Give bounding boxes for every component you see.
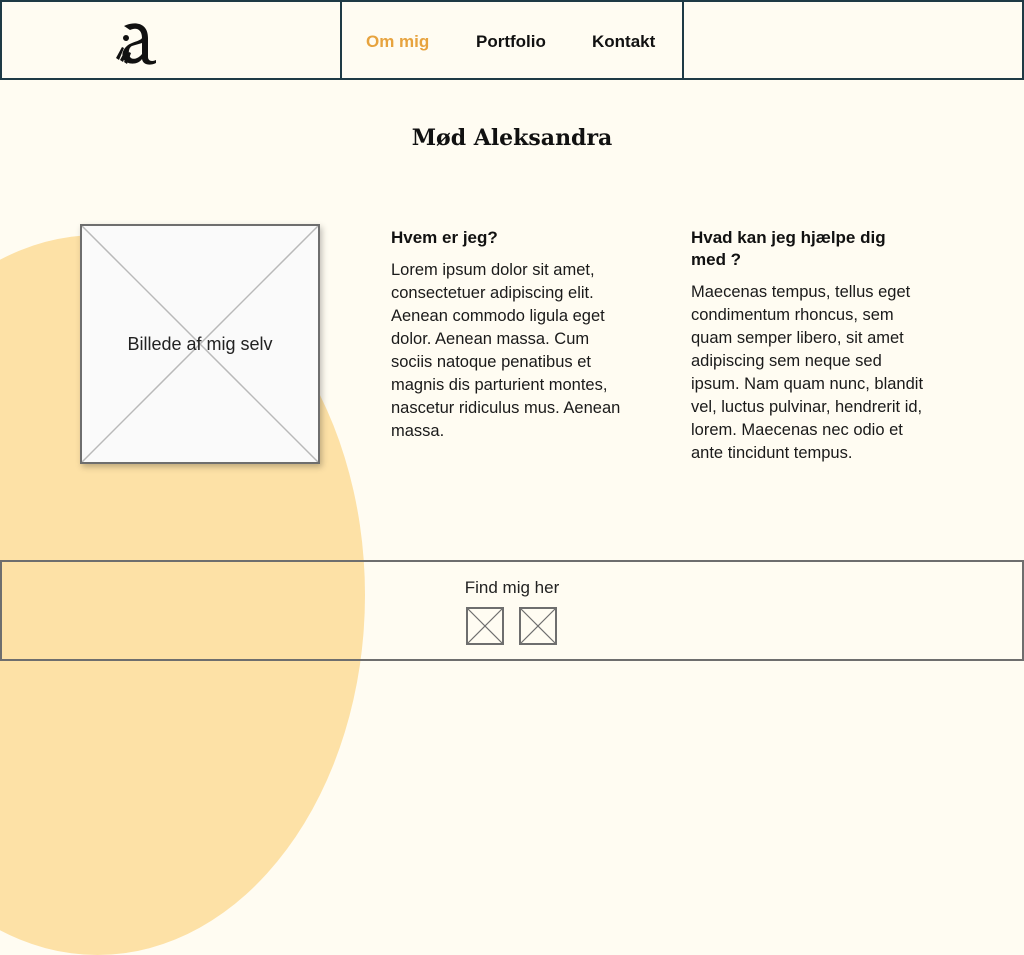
help-text: Maecenas tempus, tellus eget condimentum rhoncus, sem quam semper libero, sit amet adipiscing sem neque sed ipsum. Nam quam nunc, blandit vel, luctus pulvinar, hendrerit id, lorem. Maecenas nec odio et ante tincidunt tempus.	[691, 283, 924, 462]
nav-om-mig[interactable]: Om mig	[366, 32, 430, 51]
site-footer	[0, 560, 1024, 661]
header-divider	[682, 2, 684, 78]
logo-icon[interactable]	[110, 16, 160, 66]
header-divider	[340, 2, 342, 78]
nav-kontakt[interactable]: Kontakt	[592, 32, 656, 51]
social-link-2-icon[interactable]	[519, 607, 557, 645]
help-column	[691, 227, 931, 465]
nav-portfolio[interactable]: Portfolio	[476, 32, 546, 51]
page-title: Mød Aleksandra	[411, 125, 613, 151]
footer-title: Find mig her	[464, 578, 560, 597]
site-header	[0, 0, 1024, 80]
photo-placeholder	[80, 224, 320, 464]
social-link-1-icon[interactable]	[466, 607, 504, 645]
about-heading: Hvem er jeg?	[391, 228, 498, 247]
about-column	[391, 227, 631, 443]
help-heading: Hvad kan jeg hjælpe dig med ?	[691, 228, 886, 269]
about-text: Lorem ipsum dolor sit amet, consectetuer adipiscing elit. Aenean commodo ligula eget dolor. Aenean massa. Cum sociis natoque penatibus et magnis dis parturient montes, nascetur ridiculus mus. Aenean massa.	[391, 261, 621, 440]
photo-label: Billede af mig selv	[127, 334, 273, 354]
